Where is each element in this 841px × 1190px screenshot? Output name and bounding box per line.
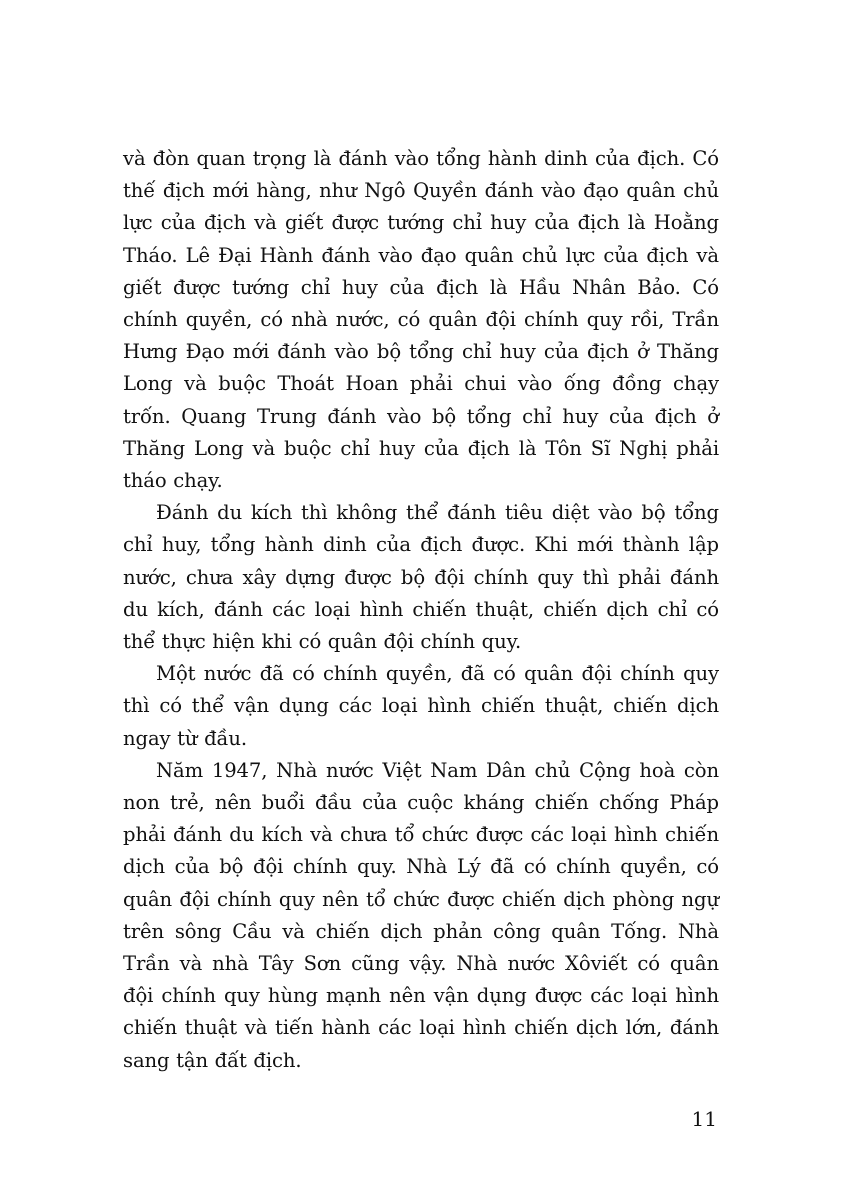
paragraph-4: Năm 1947, Nhà nước Việt Nam Dân chủ Cộng hoà còn non trẻ, nên buổi đầu của cuộc kháng chiến chống Pháp phải đánh du kích và chưa tổ chức được các loại hình chiến dịch của bộ đội chính quy. Nhà Lý đã có chính quyền, có quân đội chính quy nên tổ chức được chiến dịch phòng ngự trên sông Cầu và chiến dịch phản công quân Tống. Nhà Trần và nhà Tây Sơn cũng vậy. Nhà nước Xôviết có quân đội chính quy hùng mạnh nên vận dụng được các loại hình chiến thuật và tiến hành các loại hình chiến dịch lớn, đánh sang tận đất địch. — [123, 758, 719, 1072]
page-body — [123, 143, 719, 1077]
paragraph-2: Đánh du kích thì không thể đánh tiêu diệt vào bộ tổng chỉ huy, tổng hành dinh của địch được. Khi mới thành lập nước, chưa xây dựng được bộ đội chính quy thì phải đánh du kích, đánh các loại hình chiến thuật, chiến dịch chỉ có thể thực hiện khi có quân đội chính quy. — [123, 501, 719, 654]
paragraph-3: Một nước đã có chính quyền, đã có quân đội chính quy thì có thể vận dụng các loại hình chiến thuật, chiến dịch ngay từ đầu. — [123, 662, 719, 750]
paragraph-1: và đòn quan trọng là đánh vào tổng hành dinh của địch. Có thế địch mới hàng, như Ngô Quyền đánh vào đạo quân chủ lực của địch và giết được tướng chỉ huy của địch là Hoằng Tháo. Lê Đại Hành đánh vào đạo quân chủ lực của địch và giết được tướng chỉ huy của địch là Hầu Nhân Bảo. Có chính quyền, có nhà nước, có quân đội chính quy rồi, Trần Hưng Đạo mới đánh vào bộ tổng chỉ huy của địch ở Thăng Long và buộc Thoát Hoan phải chui vào ống đồng chạy trốn. Quang Trung đánh vào bộ tổng chỉ huy của địch ở Thăng Long và buộc chỉ huy của địch là Tôn Sĩ Nghị phải tháo chạy. — [123, 147, 719, 493]
page-number: 11 — [691, 1107, 717, 1131]
